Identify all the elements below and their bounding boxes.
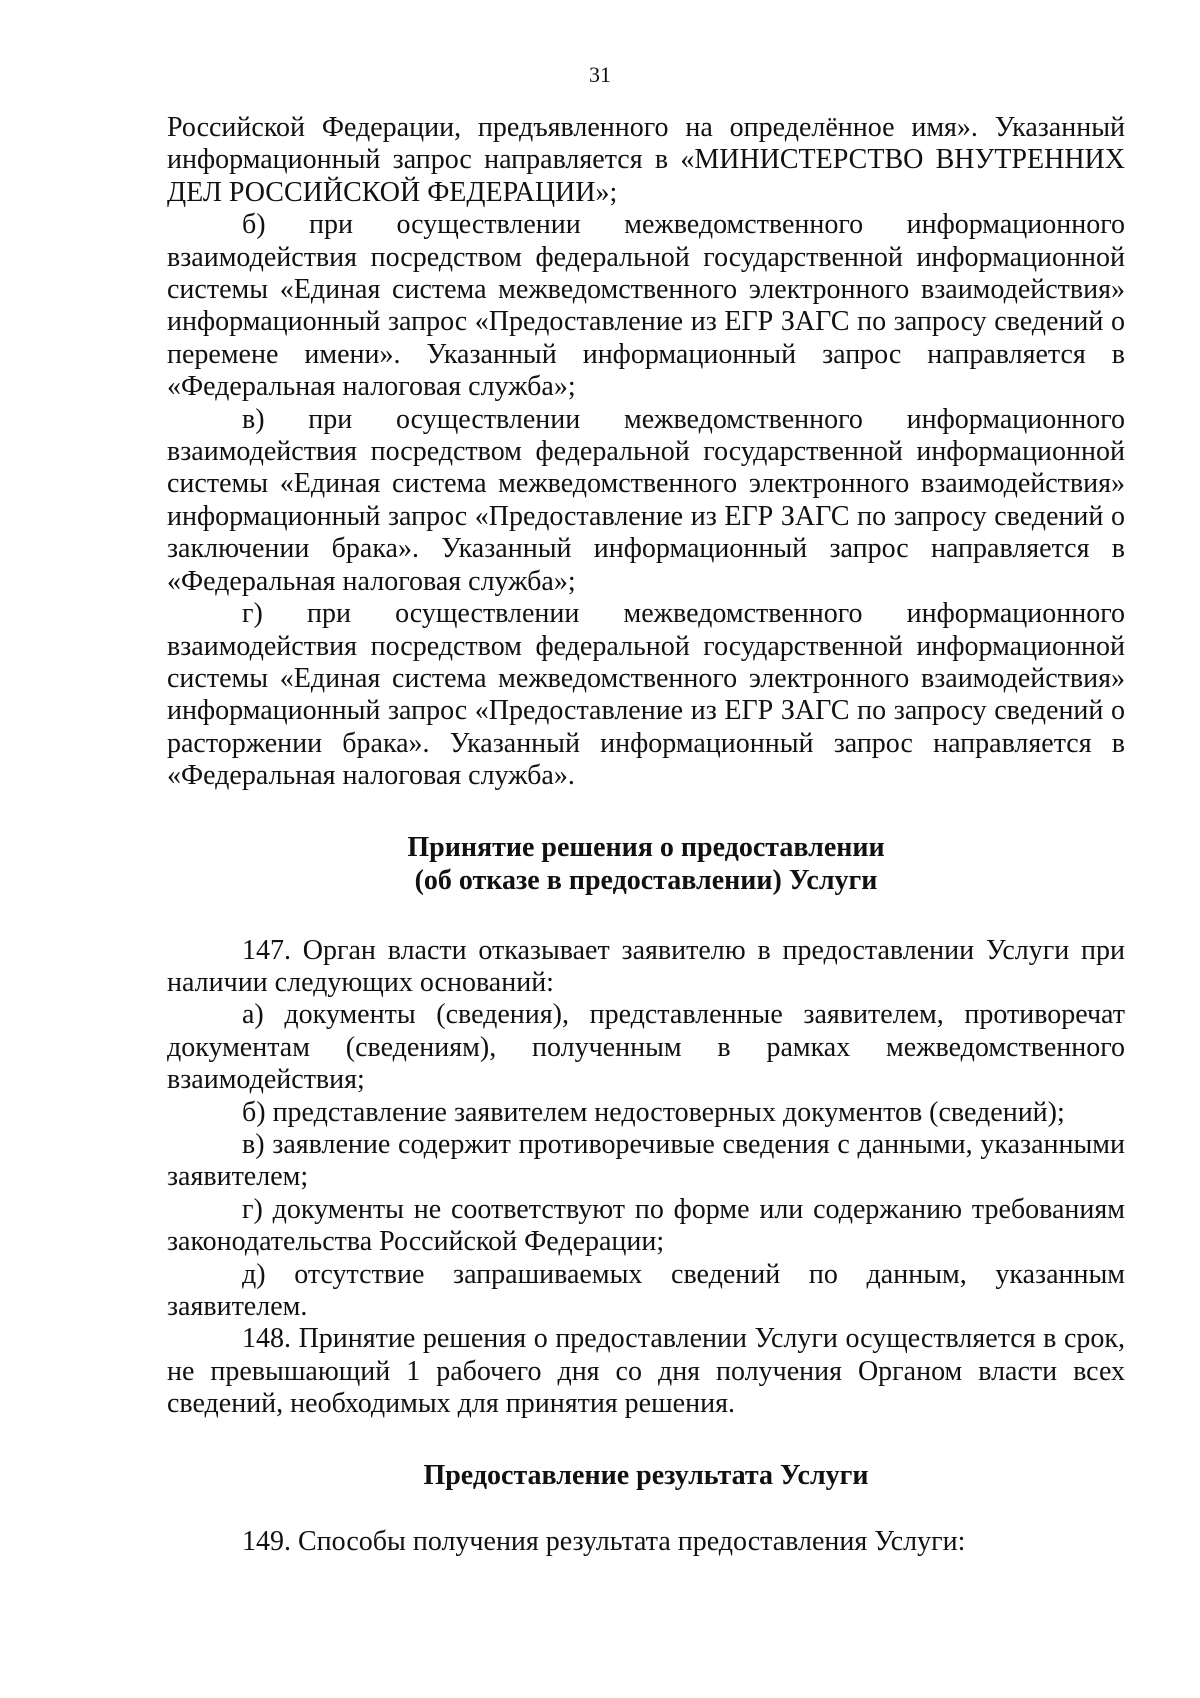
paragraph-147-a: а) документы (сведения), представленные заявителем, противоречат документам (сведениям), полученным в рамках межведомственного взаимодействия;	[167, 999, 1125, 1096]
section-heading-decision	[167, 831, 1125, 897]
paragraph-147-v: в) заявление содержит противоречивые сведения с данными, указанными заявителем;	[167, 1128, 1125, 1193]
section-heading-result: Предоставление результата Услуги	[423, 1459, 869, 1491]
paragraph-147-d: д) отсутствие запрашиваемых сведений по данным, указанным заявителем.	[167, 1258, 1125, 1322]
paragraph-149: 149. Способы получения результата предоставления Услуги:	[242, 1525, 966, 1557]
paragraph-item-b: б) при осуществлении межведомственного информационного взаимодействия посредством федеральной государственной информационной системы «Единая система межведомственного электронного взаимодействия» информационный запрос «Предоставление из ЕГР ЗАГС по запросу сведений о перемене имени». Указанный информационный запрос направляется в «Федеральная налоговая служба»;	[167, 209, 1125, 403]
paragraph-148: 148. Принятие решения о предоставлении Услуги осуществляется в срок, не превышающий 1 рабочего дня со дня получения Органом власти всех сведений, необходимых для принятия решения.	[167, 1323, 1125, 1420]
section-heading-decision-line-1: Принятие решения о предоставлении	[407, 831, 885, 863]
page-number: 31	[589, 62, 611, 87]
document-body	[167, 112, 1125, 1558]
section-heading-decision-line-2: (об отказе в предоставлении) Услуги	[414, 864, 878, 896]
paragraph-item-v: в) при осуществлении межведомственного информационного взаимодействия посредством федеральной государственной информационной системы «Единая система межведомственного электронного взаимодействия» информационный запрос «Предоставление из ЕГР ЗАГС по запросу сведений о заключении брака». Указанный информационный запрос направляется в «Федеральная налоговая служба»;	[167, 403, 1125, 597]
paragraph-continuation: Российской Федерации, предъявленного на определённое имя». Указанный информационный запрос направляется в «МИНИСТЕРСТВО ВНУТРЕННИХ ДЕЛ РОССИЙСКОЙ ФЕДЕРАЦИИ»;	[167, 112, 1125, 208]
paragraph-item-g: г) при осуществлении межведомственного информационного взаимодействия посредством федеральной государственной информационной системы «Единая система межведомственного электронного взаимодействия» информационный запрос «Предоставление из ЕГР ЗАГС по запросу сведений о расторжении брака». Указанный информационный запрос направляется в «Федеральная налоговая служба».	[167, 598, 1125, 792]
paragraph-147-g: г) документы не соответствуют по форме или содержанию требованиям законодательства Российской Федерации;	[167, 1193, 1125, 1258]
paragraph-147: 147. Орган власти отказывает заявителю в предоставлении Услуги при наличии следующих оснований:	[167, 934, 1125, 998]
paragraph-147-b: б) представление заявителем недостоверных документов (сведений);	[242, 1096, 1065, 1128]
